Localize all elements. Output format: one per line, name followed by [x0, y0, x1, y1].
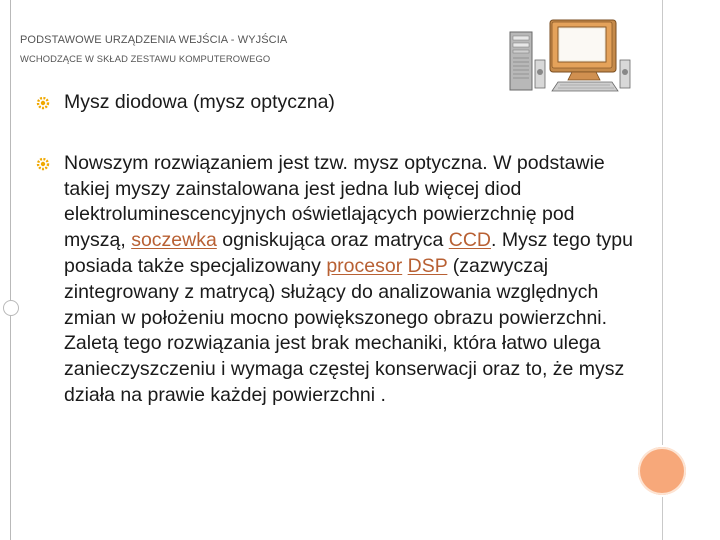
- bullet-text: Mysz diodowa (mysz optyczna): [64, 91, 335, 113]
- right-decorative-line: [662, 0, 663, 445]
- bullet-item: [36, 151, 636, 409]
- link-soczewka[interactable]: soczewka: [131, 229, 217, 252]
- bullet-text-part: ogniskująca oraz matryca: [216, 229, 449, 252]
- bullet-text-part: (zazwyczaj zintegrowany z matrycą) służący do analizowania względnych zmian w położeniu mocno powiększonego obrazu powierzchni. Zaletą tego rozwiązania jest brak mechaniki, która łatwo ulega zanieczyszczeniu i wymaga częstej konserwacji oraz to, że mysz działa na prawie każdej powierzchni .: [64, 254, 625, 406]
- left-decorative-line: [10, 0, 11, 540]
- header-line-2: WCHODZĄCE W SKŁAD ZESTAWU KOMPUTEROWEGO: [20, 53, 271, 64]
- bullet-list: [36, 90, 636, 409]
- gear-bullet-icon: [36, 96, 50, 110]
- desktop-computer-icon: [508, 14, 638, 94]
- bullet-text-part: Nowszym rozwiązaniem jest tzw. mysz optyczna. W podstawie takiej myszy zainstalowana jest jedna lub więcej diod elektroluminescencyjnych oświetlających powierzchnię pod myszą,: [64, 151, 605, 252]
- left-decorative-circle: [3, 300, 19, 316]
- link-dsp[interactable]: DSP: [407, 254, 448, 277]
- bullet-text-part: . Mysz tego typu posiada także specjalizowany: [64, 229, 633, 277]
- link-procesor[interactable]: procesor: [326, 254, 403, 277]
- link-ccd[interactable]: CCD: [448, 229, 491, 252]
- right-decorative-line-lower: [662, 497, 663, 540]
- slide-header: [20, 30, 500, 68]
- orange-decorative-circle: [638, 447, 686, 495]
- bullet-item: [36, 90, 636, 116]
- gear-bullet-icon: [36, 157, 50, 171]
- header-line-1: PODSTAWOWE URZĄDZENIA WEJŚCIA - WYJŚCIA: [20, 34, 288, 46]
